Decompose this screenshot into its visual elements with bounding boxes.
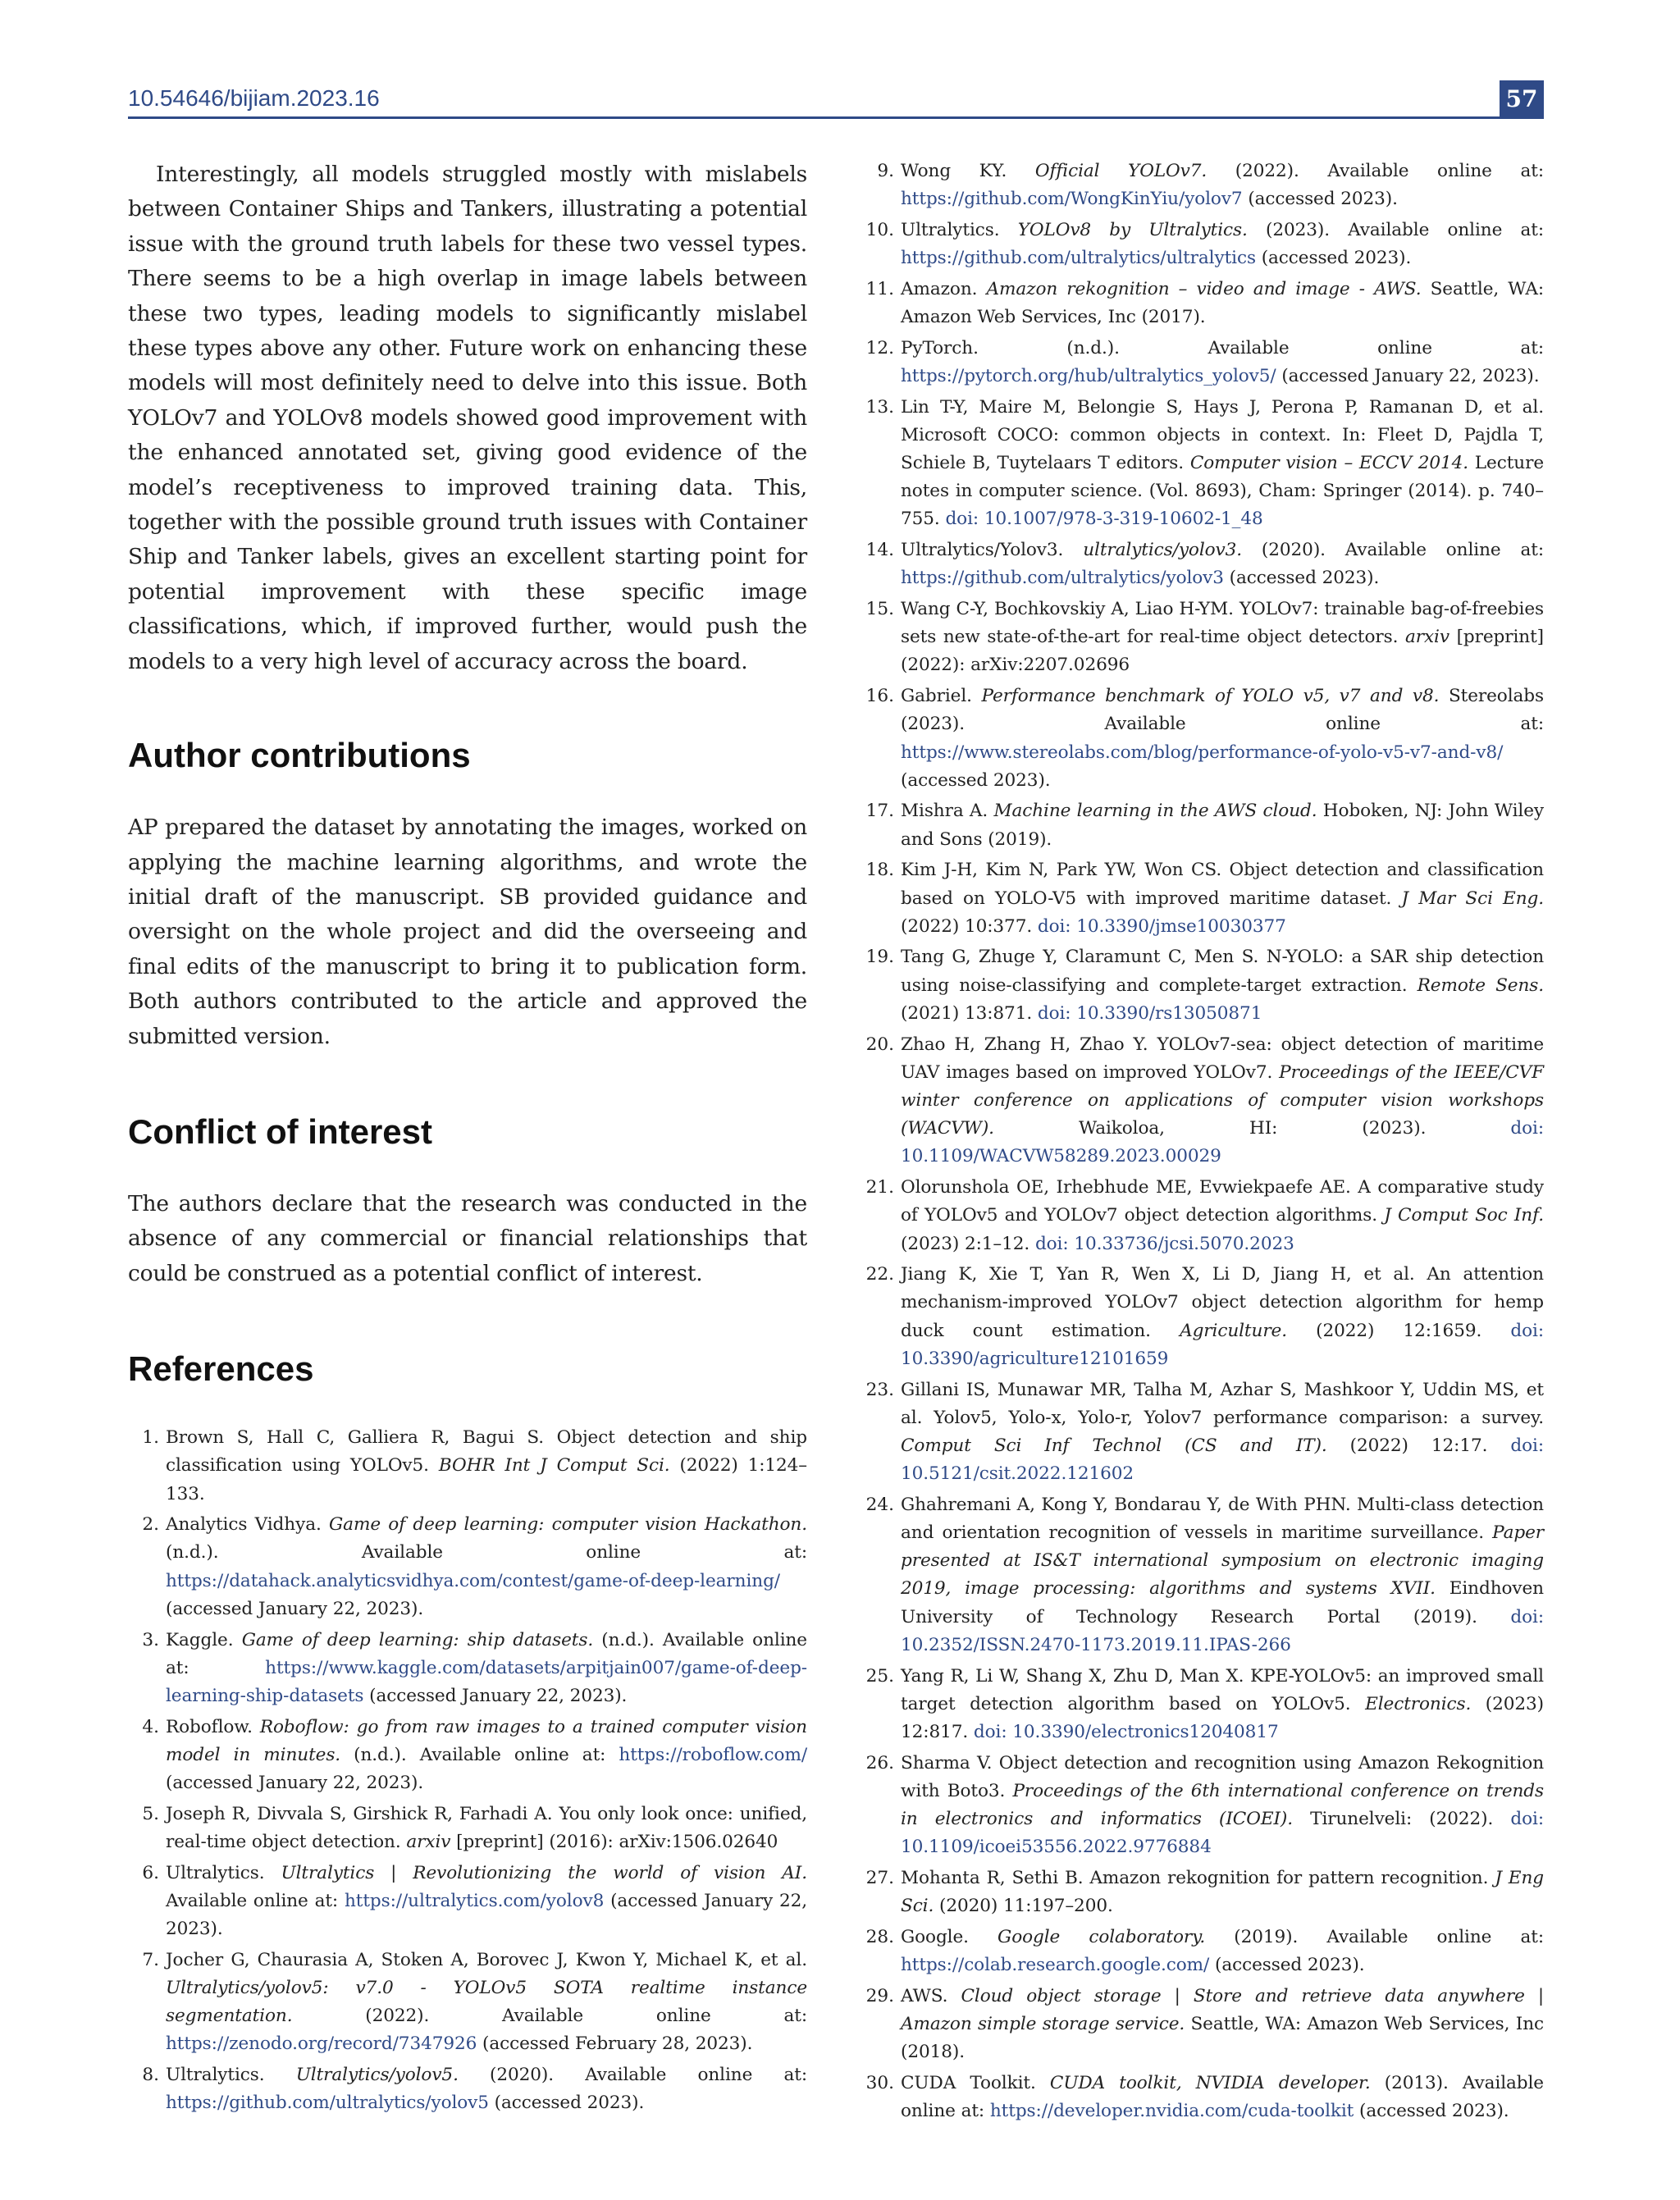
reference-text-segment: (accessed February 28, 2023). bbox=[477, 2033, 753, 2055]
reference-text-segment: (2020) 11:197–200. bbox=[934, 1896, 1113, 1917]
reference-title-italic: Amazon rekognition – video and image - AWS. bbox=[986, 278, 1422, 299]
reference-text-segment: Hoboken, NJ: John Wiley and Sons (2019). bbox=[901, 801, 1544, 850]
reference-number: 8. bbox=[142, 2065, 159, 2086]
conflict-of-interest-paragraph: The authors declare that the research was conducted in the absence of any commercial or financial relationships that could be construed as a potential conflict of interest. bbox=[128, 1190, 807, 1286]
reference-number: 25. bbox=[865, 1665, 894, 1687]
reference-item bbox=[128, 1801, 807, 1856]
reference-item bbox=[863, 1174, 1544, 1258]
reference-text bbox=[901, 335, 1544, 390]
reference-number: 5. bbox=[142, 1803, 159, 1824]
reference-text bbox=[901, 596, 1544, 680]
reference-text-segment: (accessed January 22, 2023). bbox=[166, 1598, 424, 1619]
reference-item bbox=[863, 536, 1544, 592]
reference-number: 28. bbox=[865, 1926, 894, 1947]
reference-title-italic: Computer vision – ECCV 2014. bbox=[1189, 453, 1469, 474]
reference-text bbox=[166, 1801, 807, 1856]
reference-text bbox=[901, 856, 1544, 941]
reference-text-segment: (accessed 2023). bbox=[901, 769, 1051, 791]
reference-text-segment: Stereolabs (2023). Available online at: bbox=[901, 686, 1544, 735]
reference-link[interactable]: https://github.com/WongKinYiu/yolov7 bbox=[901, 189, 1243, 210]
reference-number: 24. bbox=[865, 1494, 894, 1515]
reference-number: 26. bbox=[865, 1752, 894, 1773]
reference-item bbox=[128, 1511, 807, 1623]
reference-text-segment: (2022) 12:1659. bbox=[1286, 1320, 1511, 1341]
reference-item bbox=[863, 276, 1544, 331]
reference-text-segment: [preprint] (2016): arXiv:1506.02640 bbox=[450, 1832, 778, 1852]
reference-text-segment: Google. bbox=[901, 1926, 998, 1947]
reference-title-italic: arxiv bbox=[406, 1832, 451, 1852]
reference-item bbox=[863, 1750, 1544, 1862]
reference-text-segment: (2019). Available online at: bbox=[1205, 1926, 1544, 1947]
reference-item bbox=[128, 2061, 807, 2117]
reference-number: 10. bbox=[865, 219, 894, 240]
reference-item bbox=[863, 1865, 1544, 1920]
reference-text-segment: AWS. bbox=[901, 1985, 961, 2006]
reference-text bbox=[901, 682, 1544, 795]
reference-title-italic: Cloud object storage | Store and retrieve data anywhere | Amazon simple storage service. bbox=[901, 1985, 1544, 2034]
doi-link[interactable]: 10.54646/bijiam.2023.16 bbox=[128, 85, 380, 111]
reference-title-italic: Roboflow: go from raw images to a trained computer vision model in minutes. bbox=[166, 1716, 807, 1765]
reference-text bbox=[901, 1865, 1544, 1920]
reference-text bbox=[901, 1983, 1544, 2067]
author-contributions-paragraph: AP prepared the dataset by annotating the images, worked on applying the machine learning algorithms, and wrote the initial draft of the manuscript. SB provided guidance and oversight on the whole project and did the overseeing and final edits of the manuscript to bring it to publication form. Both authors contributed to the article and approved the submitted version. bbox=[128, 815, 807, 1049]
reference-number: 1. bbox=[142, 1427, 159, 1449]
reference-number: 6. bbox=[142, 1862, 159, 1883]
reference-text-segment: Available online at: bbox=[166, 1890, 345, 1911]
reference-title-italic: Electronics. bbox=[1365, 1693, 1472, 1714]
reference-text-segment: Roboflow. bbox=[166, 1716, 260, 1737]
reference-text bbox=[901, 217, 1544, 272]
reference-text bbox=[901, 797, 1544, 853]
reference-item bbox=[863, 1663, 1544, 1747]
reference-text-segment: Wong KY. bbox=[901, 161, 1035, 181]
reference-text-segment: (accessed 2023). bbox=[1242, 189, 1398, 210]
reference-item bbox=[863, 217, 1544, 272]
reference-text bbox=[901, 394, 1544, 534]
left-column bbox=[128, 157, 807, 2120]
reference-text-segment: (2022). Available online at: bbox=[1207, 161, 1544, 181]
reference-title-italic: YOLOv8 by Ultralytics. bbox=[1017, 219, 1248, 240]
reference-number: 23. bbox=[865, 1379, 894, 1400]
reference-text-segment: (accessed January 22, 2023). bbox=[166, 1890, 807, 1940]
reference-text bbox=[901, 1663, 1544, 1747]
reference-number: 11. bbox=[865, 278, 894, 299]
page-number-badge: 57 bbox=[1500, 80, 1544, 116]
reference-text-segment: Lecture notes in computer science. (Vol. 8693), Cham: Springer (2014). p. 740–755. bbox=[901, 453, 1544, 530]
reference-link[interactable]: doi: 10.3390/electronics12040817 bbox=[973, 1721, 1279, 1742]
reference-number: 20. bbox=[865, 1034, 894, 1055]
reference-text bbox=[901, 1750, 1544, 1862]
reference-item bbox=[128, 1947, 807, 2059]
reference-text-segment: (n.d.). Available online at: bbox=[166, 1629, 807, 1678]
reference-number: 7. bbox=[142, 1949, 159, 1970]
reference-text bbox=[166, 1511, 807, 1623]
reference-text bbox=[901, 157, 1544, 213]
reference-text bbox=[166, 1860, 807, 1944]
reference-link[interactable]: https://github.com/ultralytics/yolov5 bbox=[166, 2093, 489, 2114]
reference-text bbox=[901, 1174, 1544, 1258]
reference-title-italic: Machine learning in the AWS cloud. bbox=[993, 801, 1317, 822]
reference-number: 15. bbox=[865, 599, 894, 620]
reference-link[interactable]: doi: 10.1109/WACVW58289.2023.00029 bbox=[901, 1118, 1544, 1167]
reference-item bbox=[863, 157, 1544, 213]
reference-text-segment: (2023). Available online at: bbox=[1247, 219, 1544, 240]
reference-title-italic: Proceedings of the 6th international conference on trends in electronics and informatics (ICOEI). bbox=[901, 1780, 1545, 1830]
reference-item bbox=[863, 943, 1544, 1028]
reference-text bbox=[166, 1627, 807, 1711]
reference-item bbox=[863, 1261, 1544, 1373]
reference-title-italic: Official YOLOv7. bbox=[1034, 161, 1208, 181]
reference-text-segment: CUDA Toolkit. bbox=[901, 2072, 1050, 2093]
reference-item bbox=[863, 1983, 1544, 2067]
reference-link[interactable]: https://zenodo.org/record/7347926 bbox=[166, 2033, 477, 2055]
reference-link[interactable]: https://github.com/ultralytics/yolov3 bbox=[901, 568, 1224, 589]
reference-text-segment: Seattle, WA: Amazon Web Services, Inc (2017). bbox=[901, 278, 1544, 328]
reference-text-segment: Yang R, Li W, Shang X, Zhu D, Man X. KPE-YOLOv5: an improved small target detection algorithm based on YOLOv5. bbox=[901, 1665, 1544, 1714]
reference-link[interactable]: https://github.com/ultralytics/ultralytics bbox=[901, 248, 1256, 269]
reference-title-italic: J Mar Sci Eng. bbox=[1401, 888, 1544, 909]
reference-text-segment: (2023) 12:817. bbox=[901, 1693, 1544, 1742]
reference-link[interactable]: doi: 10.3390/agriculture12101659 bbox=[901, 1320, 1544, 1369]
reference-text-segment: Brown S, Hall C, Galliera R, Bagui S. Object detection and ship classification using YOLOv5. bbox=[166, 1427, 807, 1477]
reference-text-segment: Gabriel. bbox=[901, 686, 982, 707]
reference-link[interactable]: https://developer.nvidia.com/cuda-toolkit bbox=[989, 2101, 1354, 2122]
reference-text-segment: (accessed January 22, 2023). bbox=[363, 1685, 628, 1706]
reference-number: 13. bbox=[865, 396, 894, 418]
reference-title-italic: Ultralytics | Revolutionizing the world of vision AI. bbox=[281, 1862, 807, 1883]
reference-number: 21. bbox=[865, 1177, 894, 1198]
reference-link[interactable]: doi: 10.33736/jcsi.5070.2023 bbox=[1034, 1233, 1294, 1254]
reference-text-segment: Tang G, Zhuge Y, Claramunt C, Men S. N-YOLO: a SAR ship detection using noise-classifying and complete-target extraction. bbox=[901, 947, 1544, 996]
reference-text-segment: Zhao H, Zhang H, Zhao Y. YOLOv7-sea: object detection of maritime UAV images based on improved YOLOv7. bbox=[901, 1034, 1544, 1083]
reference-item bbox=[863, 2070, 1544, 2125]
reference-text-segment: (2021) 13:871. bbox=[901, 1002, 1038, 1024]
reference-item bbox=[863, 1924, 1544, 1979]
reference-text-segment: Wang C-Y, Bochkovskiy A, Liao H-YM. YOLOv7: trainable bag-of-freebies sets new state-of-the-art for real-time object detectors. bbox=[901, 599, 1544, 648]
reference-text-segment: (accessed January 22, 2023). bbox=[166, 1773, 424, 1794]
reference-text-segment: Ultralytics. bbox=[166, 1862, 281, 1883]
reference-item bbox=[863, 682, 1544, 795]
conflict-of-interest-heading: Conflict of interest bbox=[128, 1111, 433, 1151]
discussion-paragraph: Interestingly, all models struggled mostly with mislabels between Container Ships and Tankers, illustrating a potential issue with the ground truth labels for these two vessel types. There seems to be a high overlap in image labels between these two types, leading models to significantly mislabel these types above any other. Future work on enhancing these models will most definitely need to delve into this issue. Both YOLOv7 and YOLOv8 models showed good improvement with the enhanced annotated set, giving good evidence of the model’s receptiveness to improved training data. This, together with the possible ground truth issues with Container Ship and Tanker labels, gives an excellent starting point for potential improvement with these specific image classifications, which, if improved further, would push the models to a very high level of accuracy across the board. bbox=[128, 162, 807, 674]
reference-text-segment: [preprint] (2022): arXiv:2207.02696 bbox=[901, 627, 1544, 676]
reference-text-segment: (n.d.). Available online at: bbox=[340, 1744, 619, 1765]
reference-text-segment: (accessed 2023). bbox=[488, 2093, 645, 2114]
reference-link[interactable]: doi: 10.2352/ISSN.2470-1173.2019.11.IPAS-266 bbox=[901, 1606, 1544, 1655]
reference-text-segment: (accessed 2023). bbox=[1223, 568, 1380, 589]
reference-text-segment: Jiang K, Xie T, Yan R, Wen X, Li D, Jiang H, et al. An attention mechanism-improved YOLOv7 object detection algorithm for hemp duck count estimation. bbox=[901, 1264, 1544, 1341]
reference-text bbox=[901, 1924, 1544, 1979]
reference-title-italic: Game of deep learning: ship datasets. bbox=[241, 1629, 594, 1650]
reference-text-segment: Sharma V. Object detection and recognition using Amazon Rekognition with Boto3. bbox=[901, 1752, 1544, 1801]
reference-text-segment: (accessed 2023). bbox=[1255, 248, 1412, 269]
reference-text-segment: Ultralytics. bbox=[166, 2065, 296, 2086]
reference-title-italic: Remote Sens. bbox=[1417, 974, 1544, 996]
author-contributions-heading: Author contributions bbox=[128, 736, 471, 775]
reference-text-segment: Eindhoven University of Technology Research Portal (2019). bbox=[901, 1578, 1544, 1627]
reference-title-italic: Ultralytics/yolov5. bbox=[295, 2065, 459, 2086]
reference-title-italic: Performance benchmark of YOLO v5, v7 and v8. bbox=[981, 686, 1440, 707]
reference-link[interactable]: https://ultralytics.com/yolov8 bbox=[344, 1890, 605, 1911]
reference-title-italic: Google colaboratory. bbox=[998, 1926, 1206, 1947]
reference-title-italic: J Comput Soc Inf. bbox=[1384, 1205, 1544, 1226]
references-heading: References bbox=[128, 1349, 314, 1389]
reference-text-segment: (accessed 2023). bbox=[1354, 2101, 1509, 2122]
reference-link[interactable]: doi: 10.3390/rs13050871 bbox=[1037, 1002, 1262, 1024]
reference-item bbox=[863, 1376, 1544, 1489]
reference-text-segment: Gillani IS, Munawar MR, Talha M, Azhar S, Mashkoor Y, Uddin MS, et al. Yolov5, Yolo-x, Yolo-r, Yolov7 performance comparison: a survey. bbox=[901, 1379, 1544, 1428]
reference-text-segment: Joseph R, Divvala S, Girshick R, Farhadi A. You only look once: unified, real-time object detection. bbox=[166, 1803, 807, 1852]
reference-link[interactable]: https://colab.research.google.com/ bbox=[901, 1955, 1210, 1976]
reference-text-segment: Seattle, WA: Amazon Web Services, Inc (2018). bbox=[901, 2014, 1544, 2063]
reference-text-segment: (2013). Available online at: bbox=[901, 2072, 1544, 2122]
reference-item bbox=[863, 394, 1544, 534]
reference-list-left bbox=[128, 1424, 807, 2117]
reference-text-segment: Ultralytics/Yolov3. bbox=[901, 540, 1084, 561]
reference-text bbox=[166, 1947, 807, 2059]
reference-number: 18. bbox=[865, 860, 894, 881]
reference-text-segment: (2020). Available online at: bbox=[458, 2065, 807, 2086]
reference-link[interactable]: doi: 10.3390/jmse10030377 bbox=[1037, 915, 1286, 937]
reference-number: 3. bbox=[142, 1629, 159, 1650]
reference-text-segment: Lin T-Y, Maire M, Belongie S, Hays J, Perona P, Ramanan D, et al. Microsoft COCO: common objects in context. In: Fleet D, Pajdla T, Schiele B, Tuytelaars T editors. bbox=[901, 396, 1544, 474]
reference-title-italic: arxiv bbox=[1404, 627, 1449, 648]
reference-text-segment: Jocher G, Chaurasia A, Stoken A, Borovec J, Kwon Y, Michael K, et al. bbox=[166, 1949, 807, 1970]
reference-text-segment: (2022) 12:17. bbox=[1326, 1435, 1511, 1456]
reference-item bbox=[128, 1424, 807, 1509]
reference-text-segment: (n.d.). Available online at: bbox=[166, 1542, 807, 1563]
reference-item bbox=[128, 1627, 807, 1711]
reference-text-segment: Olorunshola OE, Irhebhude ME, Evwiekpaefe AE. A comparative study of YOLOv5 and YOLOv7 object detection algorithms. bbox=[901, 1177, 1544, 1226]
reference-title-italic: ultralytics/yolov3. bbox=[1083, 540, 1243, 561]
reference-text-segment: Mishra A. bbox=[901, 801, 994, 822]
reference-number: 12. bbox=[865, 337, 894, 358]
reference-text-segment: Ultralytics. bbox=[901, 219, 1018, 240]
reference-number: 14. bbox=[865, 540, 894, 561]
reference-text-segment: (2022) 10:377. bbox=[901, 915, 1038, 937]
reference-number: 17. bbox=[865, 801, 894, 822]
reference-title-italic: J Eng Sci. bbox=[901, 1867, 1544, 1917]
reference-item bbox=[863, 1491, 1544, 1659]
reference-text-segment: (2022) 1:124–133. bbox=[166, 1455, 807, 1504]
reference-item bbox=[863, 856, 1544, 941]
reference-item bbox=[863, 335, 1544, 390]
reference-text bbox=[166, 1424, 807, 1509]
right-column bbox=[863, 157, 1544, 2129]
reference-title-italic: BOHR Int J Comput Sci. bbox=[438, 1455, 670, 1477]
reference-text bbox=[901, 536, 1544, 592]
reference-number: 9. bbox=[877, 161, 894, 181]
reference-link[interactable]: https://datahack.analyticsvidhya.com/contest/game-of-deep-learning/ bbox=[166, 1570, 780, 1591]
reference-text bbox=[901, 943, 1544, 1028]
reference-title-italic: Game of deep learning: computer vision Hackathon. bbox=[329, 1514, 807, 1536]
reference-number: 16. bbox=[865, 686, 894, 707]
reference-item bbox=[863, 797, 1544, 853]
reference-text-segment: Amazon. bbox=[901, 278, 987, 299]
reference-link[interactable]: doi: 10.1109/icoei53556.2022.9776884 bbox=[901, 1809, 1544, 1858]
reference-text-segment: (2022). Available online at: bbox=[292, 2006, 807, 2027]
reference-item bbox=[863, 1031, 1544, 1171]
reference-title-italic: Proceedings of the IEEE/CVF winter conference on applications of computer vision workshops (WACVW). bbox=[901, 1061, 1544, 1139]
reference-text-segment: PyTorch. (n.d.). Available online at: bbox=[901, 337, 1544, 358]
reference-link[interactable]: https://roboflow.com/ bbox=[619, 1744, 807, 1765]
reference-text-segment: Tirunelveli: (2022). bbox=[1293, 1809, 1511, 1830]
reference-text bbox=[901, 276, 1544, 331]
reference-text bbox=[901, 1376, 1544, 1489]
reference-text bbox=[166, 1714, 807, 1798]
reference-number: 2. bbox=[142, 1514, 159, 1536]
reference-link[interactable]: doi: 10.5121/csit.2022.121602 bbox=[901, 1435, 1544, 1485]
reference-link[interactable]: https://pytorch.org/hub/ultralytics_yolov5/ bbox=[901, 365, 1276, 386]
reference-title-italic: CUDA toolkit, NVIDIA developer. bbox=[1049, 2072, 1371, 2093]
reference-number: 29. bbox=[865, 1985, 894, 2006]
reference-title-italic: Ultralytics/yolov5: v7.0 - YOLOv5 SOTA realtime instance segmentation. bbox=[166, 1978, 807, 2027]
reference-number: 27. bbox=[865, 1867, 894, 1888]
reference-item bbox=[863, 596, 1544, 680]
reference-text-segment: Analytics Vidhya. bbox=[166, 1514, 330, 1536]
reference-text-segment: (accessed 2023). bbox=[1209, 1955, 1365, 1976]
reference-number: 22. bbox=[865, 1264, 894, 1285]
reference-text-segment: Kim J-H, Kim N, Park YW, Won CS. Object detection and classification based on YOLO-V5 with improved maritime dataset. bbox=[901, 860, 1544, 909]
reference-text-segment: Ghahremani A, Kong Y, Bondarau Y, de With PHN. Multi-class detection and orientation recognition of vessels in maritime surveillance. bbox=[901, 1494, 1544, 1544]
reference-link[interactable]: https://www.kaggle.com/datasets/arpitjain007/game-of-deep-learning-ship-datasets bbox=[166, 1657, 807, 1706]
reference-list-right bbox=[863, 157, 1544, 2125]
reference-number: 30. bbox=[865, 2072, 894, 2093]
reference-text bbox=[901, 1261, 1544, 1373]
reference-text-segment: Kaggle. bbox=[166, 1629, 242, 1650]
reference-text-segment: Waikoloa, HI: (2023). bbox=[993, 1118, 1511, 1139]
reference-text bbox=[901, 2070, 1544, 2125]
reference-text bbox=[901, 1031, 1544, 1171]
reference-title-italic: Comput Sci Inf Technol (CS and IT). bbox=[901, 1435, 1327, 1456]
reference-text-segment: (accessed January 22, 2023). bbox=[1276, 365, 1540, 386]
reference-link[interactable]: https://www.stereolabs.com/blog/performance-of-yolo-v5-v7-and-v8/ bbox=[901, 742, 1504, 763]
reference-text bbox=[901, 1491, 1544, 1659]
reference-title-italic: Agriculture. bbox=[1180, 1320, 1287, 1341]
page-header bbox=[128, 80, 1544, 119]
reference-text-segment: (2023) 2:1–12. bbox=[901, 1233, 1035, 1254]
reference-number: 19. bbox=[865, 947, 894, 968]
reference-number: 4. bbox=[142, 1716, 159, 1737]
reference-item bbox=[128, 1714, 807, 1798]
reference-title-italic: Paper presented at IS&T international symposium on electronic imaging 2019, image processing: algorithms and systems XVII. bbox=[901, 1522, 1544, 1600]
reference-text-segment: (2020). Available online at: bbox=[1242, 540, 1544, 561]
reference-text-segment: Mohanta R, Sethi B. Amazon rekognition for pattern recognition. bbox=[901, 1867, 1495, 1888]
reference-item bbox=[128, 1860, 807, 1944]
reference-link[interactable]: doi: 10.1007/978-3-319-10602-1_48 bbox=[945, 509, 1263, 530]
reference-text bbox=[166, 2061, 807, 2117]
